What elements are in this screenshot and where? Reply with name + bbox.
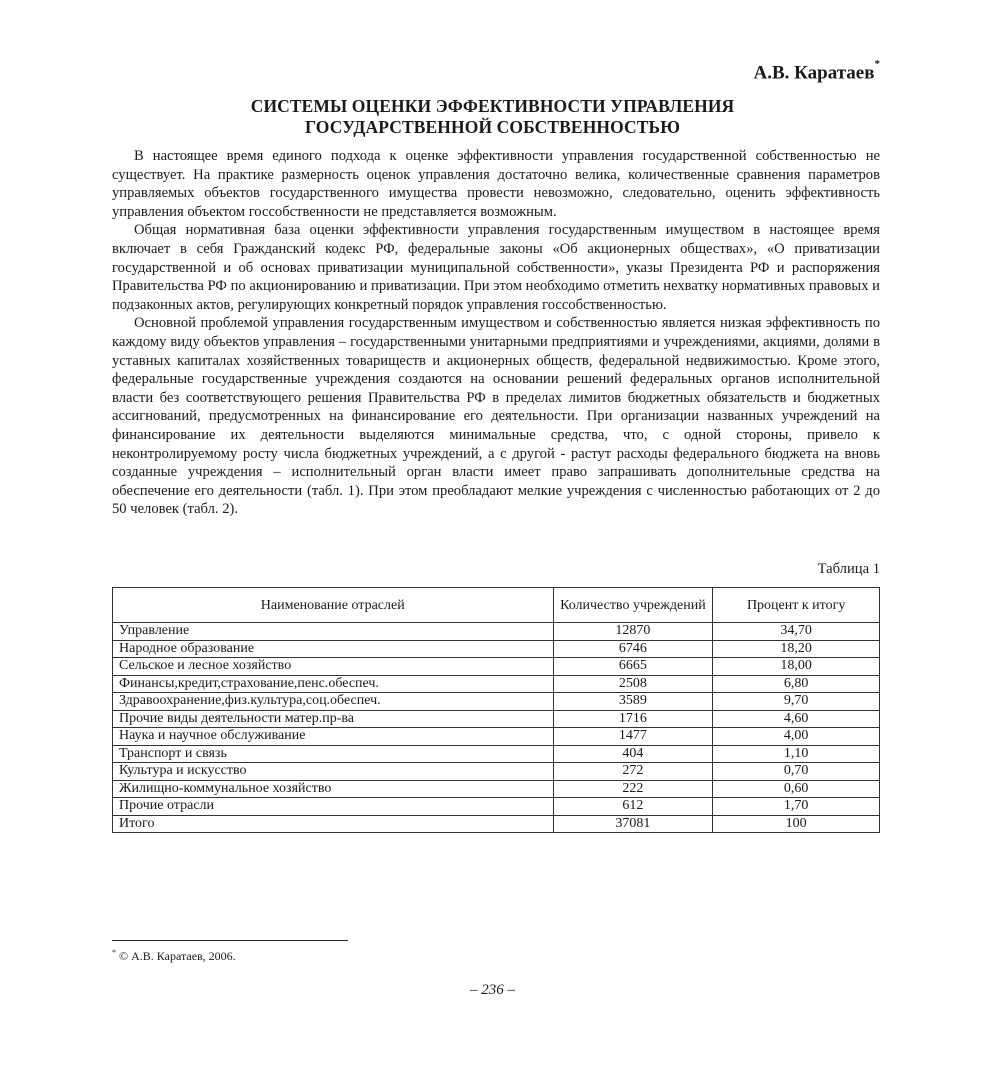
cell-industry: Сельское и лесное хозяйство [113, 658, 554, 676]
cell-industry: Наука и научное обслуживание [113, 728, 554, 746]
paragraph: Основной проблемой управления государственным имуществом и собственностью является низкая эффективность по каждому виду объектов управления – государственными унитарными предприятиями и учреждениями, акциями, долями в уставных капиталах хозяйственных товариществ и акционерных обществ, федеральной недвижимостью. Кроме этого, федеральные государственные учреждения создаются на основании решений федеральных органов исполнительной власти без соответствующего решения Правительства РФ в пределах лимитов бюджетных обязательств и бюджетных ассигнований, предусмотренных на финансирование его деятельности. При организации названных учреждений на финансирование их деятельности выделяются минимальные средства, что, с одной стороны, привело к неконтролируемому росту числа бюджетных учреждений, а с другой - растут расходы федерального бюджета на вновь созданные учреждения – исполнительный орган власти имеет право запрашивать дополнительные средства на обеспечение его деятельности (табл. 1). При этом преобладают мелкие учреждения с численностью работающих от 2 до 50 человек (табл. 2). [112, 315, 880, 518]
table-header-row [113, 588, 880, 623]
table-row [113, 728, 880, 746]
cell-count: 6665 [553, 658, 713, 676]
cell-percent: 1,70 [713, 798, 880, 816]
paragraph: Общая нормативная база оценки эффективности управления государственным имуществом в настоящее время включает в себя Гражданский кодекс РФ, федеральные законы «Об акционерных обществах», «О приватизации государственной и об основах приватизации муниципальной собственности», указы Президента РФ и распоряжения Правительства РФ по акционированию и приватизации. При этом необходимо отметить нехватку нормативных правовых и подзаконных актов, регулирующих конкретный порядок управления госсобственностью. [112, 222, 880, 313]
table-row [113, 780, 880, 798]
cell-percent: 9,70 [713, 693, 880, 711]
cell-industry: Прочие отрасли [113, 798, 554, 816]
cell-count: 2508 [553, 675, 713, 693]
cell-count: 272 [553, 763, 713, 781]
table-row [113, 798, 880, 816]
cell-count: 3589 [553, 693, 713, 711]
cell-count: 37081 [553, 815, 713, 833]
cell-percent: 1,10 [713, 745, 880, 763]
footnote-mark: * [112, 948, 116, 957]
footnote-divider [112, 940, 348, 941]
cell-percent: 6,80 [713, 675, 880, 693]
table-row [113, 693, 880, 711]
table-row [113, 763, 880, 781]
cell-industry: Жилищно-коммунальное хозяйство [113, 780, 554, 798]
cell-industry: Финансы,кредит,страхование,пенс.обеспеч. [113, 675, 554, 693]
page-number: – 236 – [470, 982, 515, 998]
footnote-text: © А.В. Каратаев, 2006. [119, 949, 236, 963]
table-row [113, 658, 880, 676]
table-row [113, 745, 880, 763]
paragraph: В настоящее время единого подхода к оценке эффективности управления государственной собственностью не существует. На практике размерность оценок управления достаточно велика, количественные сравнения параметров управляемых объектов государственного имущества провести невозможно, следовательно, оценить эффективность управления объектом госсобственности не представляется возможным. [112, 148, 880, 220]
table-row [113, 675, 880, 693]
table-row [113, 623, 880, 641]
cell-industry: Народное образование [113, 640, 554, 658]
cell-count: 404 [553, 745, 713, 763]
cell-percent: 18,20 [713, 640, 880, 658]
header-industry: Наименование отраслей [113, 588, 554, 623]
article-title [0, 96, 985, 138]
cell-count: 6746 [553, 640, 713, 658]
cell-percent: 18,00 [713, 658, 880, 676]
table-caption: Таблица 1 [817, 561, 880, 577]
cell-count: 222 [553, 780, 713, 798]
title-line-2: ГОСУДАРСТВЕННОЙ СОБСТВЕННОСТЬЮ [304, 117, 681, 137]
cell-percent: 4,00 [713, 728, 880, 746]
cell-percent: 0,70 [713, 763, 880, 781]
cell-industry: Прочие виды деятельности матер.пр-ва [113, 710, 554, 728]
author-name [753, 58, 880, 84]
article-body [112, 147, 880, 519]
table-row [113, 710, 880, 728]
table-row [113, 640, 880, 658]
cell-industry: Итого [113, 815, 554, 833]
author-footnote-mark: * [874, 58, 880, 70]
table-total-row [113, 815, 880, 833]
header-percent: Процент к итогу [713, 588, 880, 623]
author-text: А.В. Каратаев [753, 62, 875, 84]
cell-count: 12870 [553, 623, 713, 641]
cell-industry: Управление [113, 623, 554, 641]
cell-percent: 100 [713, 815, 880, 833]
cell-count: 612 [553, 798, 713, 816]
cell-industry: Транспорт и связь [113, 745, 554, 763]
cell-count: 1716 [553, 710, 713, 728]
cell-industry: Здравоохранение,физ.культура,соц.обеспеч. [113, 693, 554, 711]
industries-table [112, 587, 880, 833]
header-count: Количество учреждений [553, 588, 713, 623]
cell-percent: 34,70 [713, 623, 880, 641]
footnote [112, 948, 236, 964]
cell-percent: 0,60 [713, 780, 880, 798]
cell-industry: Культура и искусство [113, 763, 554, 781]
cell-percent: 4,60 [713, 710, 880, 728]
cell-count: 1477 [553, 728, 713, 746]
title-line-1: СИСТЕМЫ ОЦЕНКИ ЭФФЕКТИВНОСТИ УПРАВЛЕНИЯ [250, 96, 735, 116]
